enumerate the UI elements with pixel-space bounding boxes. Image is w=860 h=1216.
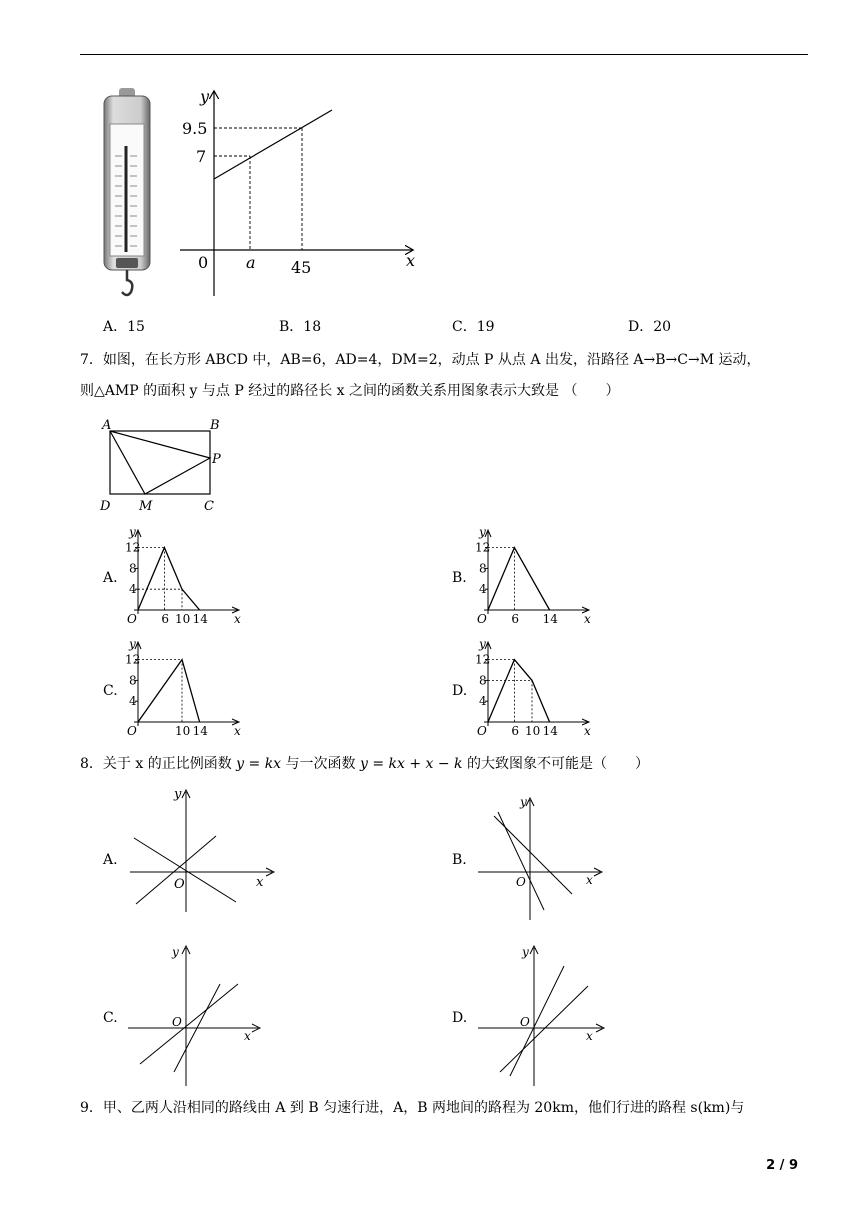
y-tick-label-12: 12 <box>125 540 141 555</box>
q6-y-tick-7: 7 <box>196 147 207 166</box>
q8c-y-label: y <box>172 945 179 959</box>
y-tick-label-8: 8 <box>129 673 137 688</box>
q7-point-c: C <box>204 499 214 514</box>
y-tick-label-4: 4 <box>479 694 487 709</box>
q8-stem-part3: 的大致图象不可能是（ ） <box>467 756 649 772</box>
q6-y-axis-label: y <box>200 87 210 106</box>
q8-stem-part1: 8．关于 x 的正比例函数 <box>80 756 232 772</box>
q8-equation-1: y = kx <box>236 756 282 772</box>
y-tick-label-12: 12 <box>475 540 491 555</box>
q7-stem-line2: 则△AMP 的面积 y 与点 P 经过的路径长 x 之间的函数关系用图象表示大致是 （ ） <box>80 383 620 399</box>
q6-x-tick-45: 45 <box>291 258 312 277</box>
y-axis-label: y <box>479 526 486 539</box>
x-tick-label-6: 6 <box>161 612 170 626</box>
q8-stem-part2: 与一次函数 <box>285 756 356 772</box>
origin-label: O <box>127 724 137 738</box>
x-axis-label: x <box>234 612 241 626</box>
q6-graph <box>180 84 430 300</box>
q8d-origin: O <box>520 1015 530 1029</box>
q7-option-c[interactable]: C. <box>103 683 118 699</box>
function-line <box>138 660 200 722</box>
q7-option-a[interactable]: A. <box>103 570 118 586</box>
x-tick-label-6: 6 <box>511 724 520 738</box>
q7-graph-d <box>474 638 594 742</box>
x-axis-label: x <box>584 724 591 738</box>
function-line <box>138 548 200 610</box>
q7-graph-b <box>474 526 594 630</box>
q7-rectangle-figure <box>98 414 228 514</box>
q8-equation-2: y = kx + x − k <box>359 756 463 772</box>
q7-graph-c <box>124 638 244 742</box>
q7-point-a: A <box>102 418 112 433</box>
q8c-origin: O <box>172 1015 182 1029</box>
q6-option-d[interactable]: D．20 <box>628 319 672 335</box>
q8-option-a[interactable]: A. <box>103 852 118 868</box>
y-tick-label-12: 12 <box>475 652 491 667</box>
q8a-origin: O <box>174 877 185 892</box>
q8a-y-label: y <box>174 787 182 802</box>
y-tick-label-8: 8 <box>479 561 487 576</box>
y-tick-label-8: 8 <box>129 561 137 576</box>
q7-option-b[interactable]: B. <box>452 570 467 586</box>
q6-x-tick-a: a <box>246 253 256 272</box>
q6-x-axis-label: x <box>406 251 416 270</box>
q8a-x-label: x <box>256 875 264 890</box>
y-tick-label-12: 12 <box>125 652 141 667</box>
q8-stem <box>80 754 649 774</box>
x-tick-label-10: 10 <box>525 724 541 738</box>
y-tick-label-8: 8 <box>479 673 487 688</box>
q6-option-b[interactable]: B．18 <box>279 319 322 335</box>
q6-option-a[interactable]: A．15 <box>103 319 145 335</box>
origin-label: O <box>477 724 487 738</box>
x-tick-label-10: 10 <box>175 612 191 626</box>
q6-y-tick-9-5: 9.5 <box>182 119 208 138</box>
q8b-origin: O <box>516 875 526 889</box>
q9-stem-line1: 9．甲、乙两人沿相同的路线由 A 到 B 匀速行进，A，B 两地间的路程为 20km，他们行进的路程 s(km)与 <box>80 1100 745 1116</box>
function-line <box>488 660 550 722</box>
function-line <box>488 548 550 610</box>
q8d-x-label: x <box>586 1029 593 1043</box>
origin-label: O <box>127 612 137 626</box>
q8-graph-b <box>470 792 610 922</box>
q6-origin-label: 0 <box>198 253 209 272</box>
x-axis-label: x <box>584 612 591 626</box>
origin-label: O <box>477 612 487 626</box>
x-tick-label-14: 14 <box>192 724 208 738</box>
y-tick-label-4: 4 <box>129 582 137 597</box>
spring-scale-image <box>100 86 156 300</box>
q8-graph-a <box>120 784 280 916</box>
x-tick-label-14: 14 <box>192 612 208 626</box>
y-tick-label-4: 4 <box>479 582 487 597</box>
q8b-x-label: x <box>586 873 593 887</box>
q7-point-p: P <box>212 452 221 467</box>
q7-point-b: B <box>210 418 220 433</box>
q7-option-d[interactable]: D. <box>452 683 468 699</box>
q8-graph-d <box>470 940 620 1090</box>
x-tick-label-14: 14 <box>542 612 558 626</box>
q8d-y-label: y <box>522 945 529 959</box>
y-axis-label: y <box>129 526 136 539</box>
page-number: 2 / 9 <box>766 1158 798 1173</box>
x-tick-label-6: 6 <box>511 612 520 626</box>
q7-point-d: D <box>100 499 111 514</box>
q8-graph-c <box>120 940 270 1090</box>
q8c-x-label: x <box>244 1029 251 1043</box>
x-tick-label-14: 14 <box>542 724 558 738</box>
q7-point-m: M <box>139 499 153 514</box>
q8-option-c[interactable]: C. <box>103 1010 118 1026</box>
x-axis-label: x <box>234 724 241 738</box>
y-tick-label-4: 4 <box>129 694 137 709</box>
header-rule <box>80 54 808 55</box>
q8b-y-label: y <box>520 795 527 809</box>
q8-option-b[interactable]: B. <box>452 852 467 868</box>
x-tick-label-10: 10 <box>175 724 191 738</box>
q8-option-d[interactable]: D. <box>452 1010 468 1026</box>
q7-graph-a <box>124 526 244 630</box>
q6-option-c[interactable]: C．19 <box>452 319 495 335</box>
q7-stem-line1: 7．如图，在长方形 ABCD 中，AB=6，AD=4，DM=2，动点 P 从点 A 出发，沿路径 A→B→C→M 运动， <box>80 352 761 368</box>
y-axis-label: y <box>129 638 136 651</box>
y-axis-label: y <box>479 638 486 651</box>
